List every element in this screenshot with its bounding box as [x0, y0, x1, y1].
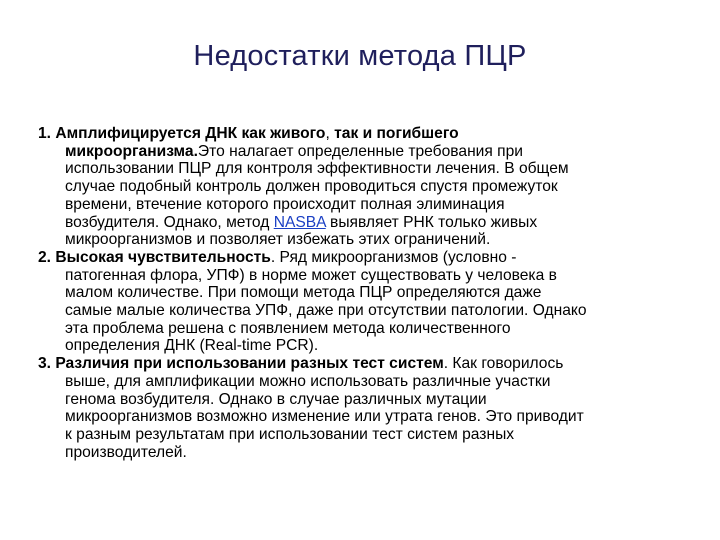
slide-body: [38, 125, 678, 461]
list-item-3: [38, 355, 678, 461]
slide-title: Недостатки метода ПЦР: [193, 40, 527, 72]
item-2-text: . Ряд микроорганизмов (условно -: [270, 248, 517, 266]
item-1-heading-cont: так и погибшего: [334, 125, 459, 142]
item-1-line-1: [38, 125, 678, 143]
item-2-line-2: патогенная флора, УПФ) в норме может существовать у человека в: [65, 266, 557, 284]
item-1-line-4: случае подобный контроль должен проводиться спустя промежуток: [65, 178, 558, 196]
item-1-heading: Амплифицируется ДНК как живого: [55, 125, 326, 142]
item-1-line-5: времени, втечение которого происходит полная элиминация: [65, 195, 505, 213]
item-1-line-6: [38, 214, 678, 232]
nasba-link[interactable]: NASBA: [273, 213, 326, 231]
list-item-2: [38, 249, 678, 355]
item-2-line-1: [38, 249, 678, 267]
item-2-line-3: малом количестве. При помощи метода ПЦР определяются даже: [65, 284, 542, 302]
item-3-line-2: выше, для амплификации можно использовать различные участки: [65, 372, 551, 390]
item-1-number: 1.: [38, 125, 52, 142]
item-3-text: . Как говорилось: [443, 355, 564, 373]
list-item-1: [38, 125, 678, 249]
item-3-line-6: производителей.: [65, 443, 187, 461]
item-2-line-4: самые малые количества УПФ, даже при отсутствии патологии. Однако: [65, 302, 587, 320]
item-1-line-2: [38, 143, 678, 161]
item-1-text-before-link: возбудителя. Однако, метод: [65, 213, 274, 231]
item-1-text-after-link: выявляет РНК только живых: [325, 213, 538, 231]
item-1-comma: ,: [325, 125, 335, 142]
item-3-line-1: [38, 355, 678, 373]
item-1-line-3: использовании ПЦР для контроля эффективности лечения. В общем: [65, 160, 569, 178]
item-1-text: Это налагает определенные требования при: [197, 142, 523, 160]
item-2-line-6: определения ДНК (Real-time PCR).: [65, 337, 319, 355]
item-3-number: 3.: [38, 355, 52, 373]
item-3-line-3: генома возбудителя. Однако в случае различных мутации: [65, 390, 487, 408]
item-2-heading: Высокая чувствительность: [55, 248, 271, 266]
item-1-line-7: микроорганизмов и позволяет избежать этих ограничений.: [65, 231, 491, 249]
item-2-line-5: эта проблема решена с появлением метода количественного: [65, 319, 511, 337]
item-3-line-5: к разным результатам при использовании тест систем разных: [65, 425, 515, 443]
item-2-number: 2.: [38, 248, 52, 266]
item-3-line-4: микроорганизмов возможно изменение или утрата генов. Это приводит: [65, 408, 584, 426]
item-3-heading: Различия при использовании разных тест систем: [55, 355, 444, 373]
item-1-heading-end: микроорганизма.: [65, 142, 198, 160]
